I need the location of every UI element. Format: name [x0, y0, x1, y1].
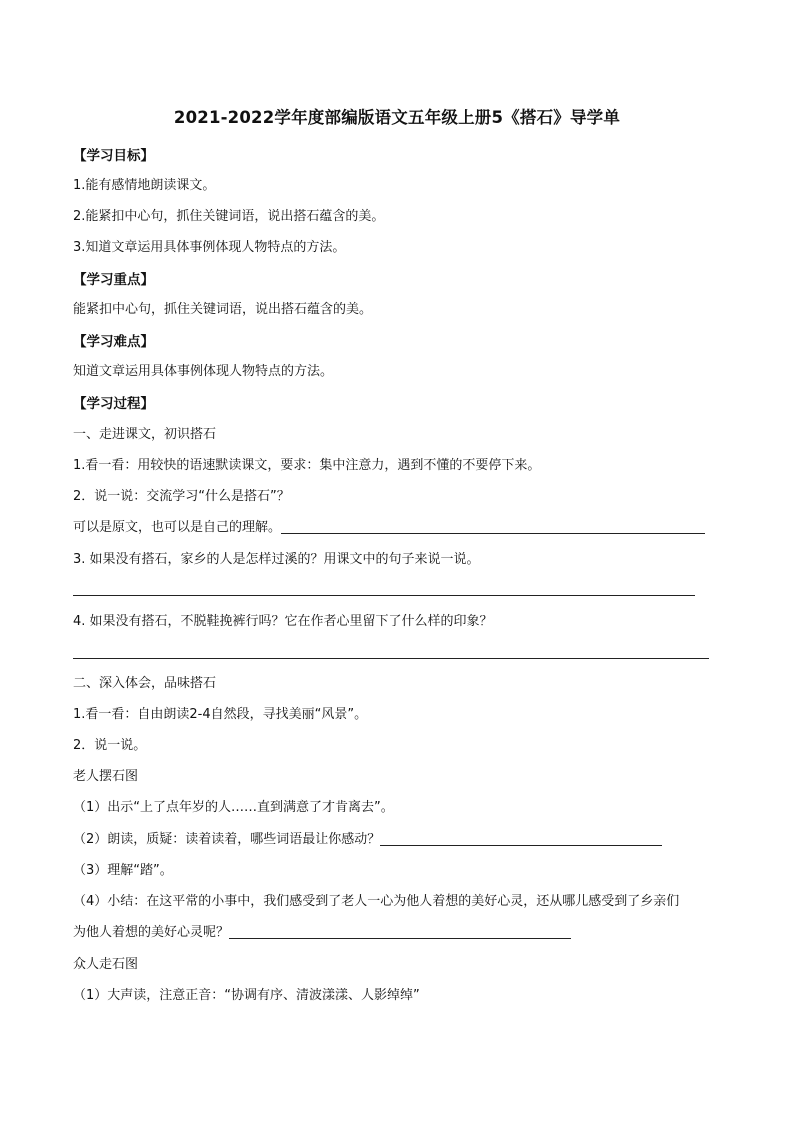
scene2-title: 众人走石图	[73, 957, 139, 972]
part1-q2-prompt: 可以是原文，也可以是自己的理解。	[73, 520, 282, 535]
scene1-step4-line1: （4）小结：在这平常的小事中，我们感受到了老人一心为他人着想的美好心灵，还从哪儿感受到了乡亲们	[73, 894, 680, 909]
goal-item-2: 2.能紧扣中心句，抓住关键词语，说出搭石蕴含的美。	[73, 209, 385, 224]
scene1-step2: （2）朗读，质疑：读着读着，哪些词语最让你感动？	[73, 832, 381, 847]
part1-q4: 4. 如果没有搭石，不脱鞋挽裤行吗？它在作者心里留下了什么样的印象？	[73, 614, 493, 629]
scene1-step4-line2: 为他人着想的美好心灵呢？	[73, 925, 230, 940]
scene1-step1: （1）出示“上了点年岁的人……直到满意了才肯离去”。	[73, 800, 394, 815]
answer-line[interactable]	[73, 658, 709, 659]
goals-heading: 【学习目标】	[73, 148, 154, 164]
scene1-step4-line2-row	[73, 923, 571, 943]
key-points-text: 能紧扣中心句，抓住关键词语，说出搭石蕴含的美。	[73, 302, 373, 317]
goal-item-1: 1.能有感情地朗读课文。	[73, 178, 216, 193]
scene2-step1: （1）大声读，注意正音：“协调有序、清波漾漾、人影绰绰”	[73, 988, 420, 1003]
answer-blank[interactable]	[281, 519, 705, 534]
part1-title: 一、走进课文，初识搭石	[73, 427, 217, 442]
part2-q1: 1.看一看：自由朗读2-4自然段，寻找美丽“风景”。	[73, 707, 368, 722]
part1-q3: 3. 如果没有搭石，家乡的人是怎样过溪的？用课文中的句子来说一说。	[73, 552, 480, 567]
part1-q1: 1.看一看：用较快的语速默读课文，要求：集中注意力，遇到不懂的不要停下来。	[73, 458, 541, 473]
process-heading: 【学习过程】	[73, 396, 154, 412]
goal-item-3: 3.知道文章运用具体事例体现人物特点的方法。	[73, 240, 346, 255]
part1-q2-answer-line	[73, 518, 705, 538]
scene1-step3: （3）理解“踏”。	[73, 863, 173, 878]
page-title: 2021-2022学年度部编版语文五年级上册5《搭石》导学单	[173, 108, 621, 127]
difficulty-text: 知道文章运用具体事例体现人物特点的方法。	[73, 364, 334, 379]
part2-title: 二、深入体会，品味搭石	[73, 676, 217, 691]
answer-line[interactable]	[73, 595, 695, 596]
part1-q2: 2．说一说：交流学习“什么是搭石”？	[73, 489, 290, 504]
scene1-title: 老人摆石图	[73, 769, 139, 784]
part2-q2: 2．说一说。	[73, 738, 147, 753]
difficulty-heading: 【学习难点】	[73, 334, 154, 350]
answer-blank[interactable]	[229, 924, 571, 939]
scene1-step2-line	[73, 830, 662, 850]
key-points-heading: 【学习重点】	[73, 272, 154, 288]
answer-blank[interactable]	[380, 831, 662, 846]
